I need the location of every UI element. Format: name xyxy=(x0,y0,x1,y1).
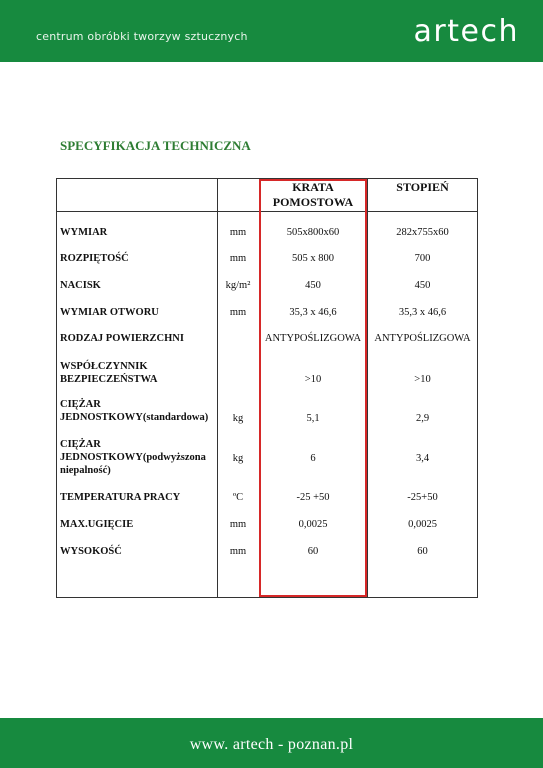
value-stopien: 60 xyxy=(417,546,428,557)
value-stopien: 450 xyxy=(414,280,431,291)
value-krata: ANTYPOŚLIZGOWA xyxy=(264,333,362,344)
label-line: CIĘŻAR xyxy=(60,399,101,410)
value-krata: 505 x 800 xyxy=(292,253,334,264)
value-krata: 450 xyxy=(305,280,321,291)
value-stopien: 35,3 x 46,6 xyxy=(398,307,447,318)
value-stopien: 0,0025 xyxy=(408,519,437,530)
row-unit: mm xyxy=(229,519,247,530)
label-line: MAX.UGIĘCIE xyxy=(60,519,134,530)
value-stopien: ANTYPOŚLIZGOWA xyxy=(374,333,471,344)
label-line: niepalność) xyxy=(60,465,111,476)
label-line: WYMIAR OTWORU xyxy=(60,307,159,318)
label-line: WSPÓŁCZYNNIK xyxy=(60,361,148,372)
row-label xyxy=(60,279,220,292)
column-divider xyxy=(367,179,368,597)
row-label xyxy=(60,252,220,265)
row-label xyxy=(60,518,220,531)
label-line: JEDNOSTKOWY(standardowa) xyxy=(60,412,209,423)
row-label xyxy=(60,332,220,345)
row-unit: mm xyxy=(229,253,247,264)
column-header-stopien: STOPIEŃ xyxy=(396,180,449,194)
value-krata: 5,1 xyxy=(306,413,320,424)
value-krata: 6 xyxy=(310,453,316,464)
header-bar xyxy=(0,0,543,62)
artech-logo[interactable]: artech xyxy=(413,14,519,49)
value-krata: 35,3 x 46,6 xyxy=(289,307,337,318)
label-line: TEMPERATURA PRACY xyxy=(60,492,181,503)
company-tagline: centrum obróbki tworzyw sztucznych xyxy=(36,30,248,43)
value-stopien: 282x755x60 xyxy=(396,227,449,238)
row-unit: mm xyxy=(229,546,247,557)
label-line: ROZPIĘTOŚĆ xyxy=(60,253,129,264)
value-stopien: 700 xyxy=(414,253,431,264)
page-title: SPECYFIKACJA TECHNICZNA xyxy=(60,138,251,153)
value-stopien: -25+50 xyxy=(407,492,438,503)
row-label xyxy=(60,545,220,558)
row-label xyxy=(60,438,220,477)
value-krata: 505x800x60 xyxy=(286,227,340,238)
label-line: CIĘŻAR xyxy=(60,439,101,450)
row-unit: kg/m² xyxy=(225,280,251,291)
column-header-line: POMOSTOWA xyxy=(272,195,354,209)
column-divider xyxy=(217,179,218,597)
row-label xyxy=(60,398,220,424)
row-label xyxy=(60,226,220,239)
label-line: WYSOKOŚĆ xyxy=(60,546,122,557)
row-label xyxy=(60,491,220,504)
label-line: NACISK xyxy=(60,280,101,291)
value-stopien: 3,4 xyxy=(415,453,430,464)
row-unit: mm xyxy=(229,307,247,318)
value-krata: >10 xyxy=(304,374,322,385)
label-line: BEZPIECZEŃSTWA xyxy=(60,374,158,385)
value-stopien: 2,9 xyxy=(415,413,430,424)
column-header-line: KRATA xyxy=(292,180,334,194)
row-unit: kg xyxy=(232,453,244,464)
value-krata: -25 +50 xyxy=(296,492,330,503)
label-line: JEDNOSTKOWY(podwyższona xyxy=(60,452,206,463)
row-unit: kg xyxy=(232,413,244,424)
website-link[interactable]: www. artech - poznan.pl xyxy=(189,736,354,753)
row-label xyxy=(60,306,220,319)
row-unit: mm xyxy=(229,227,247,238)
row-label xyxy=(60,360,220,386)
value-stopien: >10 xyxy=(414,374,431,385)
label-line: RODZAJ POWIERZCHNI xyxy=(60,333,184,344)
value-krata: 0,0025 xyxy=(298,519,328,530)
label-line: WYMIAR xyxy=(60,227,108,238)
row-unit: ºC xyxy=(232,492,244,503)
column-header-krata xyxy=(259,180,367,210)
highlight-box xyxy=(259,179,367,597)
value-krata: 60 xyxy=(307,546,319,557)
